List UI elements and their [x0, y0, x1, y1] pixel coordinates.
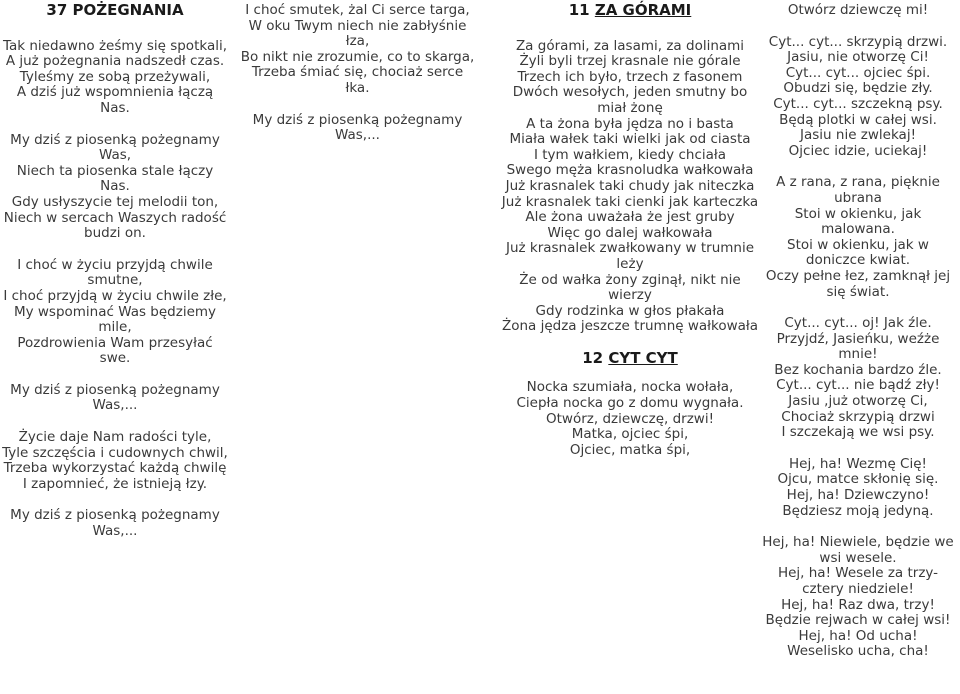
stanza	[0, 133, 230, 242]
lyric-line: Żyli byli trzej krasnale nie górale	[519, 53, 741, 70]
lyric-line: My dziś z piosenką pożegnamy Was,...	[10, 507, 220, 540]
lyric-line: Niech ta piosenka stale łączy Nas.	[16, 162, 214, 195]
lyric-line: Hej, ha! Dziewczyno!	[786, 487, 930, 504]
stanza	[0, 430, 230, 492]
lyric-line: Gdy usłyszycie tej melodii ton,	[11, 193, 219, 210]
lyric-line: Stoi w okienku, jak malowana.	[794, 205, 922, 238]
song-name: ZA GÓRAMI	[594, 1, 692, 19]
lyric-line: Nocka szumiała, nocka wołała,	[526, 379, 734, 396]
lyric-line: I choć przyjdą w życiu chwile złe,	[3, 287, 227, 304]
lyric-line: Swego męża krasnoludka wałkowała	[506, 162, 754, 179]
lyric-line: Otwórz, dziewczę, drzwi!	[546, 410, 714, 427]
lyric-line: Otwórz dziewczę mi!	[787, 2, 929, 18]
lyric-line: A z rana, z rana, pięknie ubrana	[776, 174, 940, 206]
column-3	[500, 3, 760, 474]
lyric-line: Obudzi się, będzie zły.	[783, 80, 933, 97]
lyric-line: Miała wałek taki wielki jak od ciasta	[509, 131, 751, 148]
lyric-line: Dwóch wesołych, jeden smutny bo miał żonę	[512, 84, 748, 116]
lyric-line: Trzeba wykorzystać każdą chwilę	[3, 460, 227, 477]
lyric-line: Stoi w okienku, jak w doniczce kwiat.	[787, 236, 929, 269]
lyric-line: Matka, ojciec śpi,	[571, 426, 689, 443]
lyric-line: Już krasnalek taki cienki jak karteczka	[501, 193, 759, 210]
stanza	[500, 380, 760, 458]
lyric-line: A dziś już wspomnienia łączą Nas.	[16, 84, 214, 116]
lyric-line: Bez kochania bardzo źle.	[774, 361, 942, 378]
lyric-line: Cyt... cyt... ojciec śpi.	[785, 64, 931, 81]
stanza	[758, 35, 958, 160]
song-number: 12	[582, 348, 604, 367]
stanza	[758, 457, 958, 519]
lyric-line: Cyt... cyt... szczekną psy.	[773, 95, 943, 112]
lyric-line: Gdy rodzinka w głos płakała	[535, 302, 725, 319]
lyric-line: Cyt... cyt... oj! Jak źle.	[784, 315, 932, 332]
stanza	[0, 508, 230, 539]
song-stanzas	[758, 3, 958, 660]
lyric-line: My wspominać Was będziemy mile,	[13, 303, 217, 336]
lyric-line: Będzie rejwach w całej wsi!	[765, 612, 951, 629]
lyric-line: Oczy pełne łez, zamknął jej się świat.	[765, 267, 951, 300]
lyric-line: I choć w życiu przyjdą chwile smutne,	[17, 256, 213, 289]
lyric-line: Jasiu, nie otworzę Ci!	[787, 49, 929, 66]
lyric-line: W oku Twym niech nie zabłyśnie łza,	[248, 17, 467, 50]
column-1	[0, 3, 230, 556]
lyric-line: Trzech ich było, trzech z fasonem	[517, 68, 743, 85]
lyric-line: Życie daje Nam radości tyle,	[18, 429, 212, 446]
lyric-line: Hej, ha! Wesele za trzy-cztery niedziele!	[777, 565, 939, 597]
lyric-line: Weselisko ucha, cha!	[787, 643, 929, 660]
lyric-line: Trzeba śmiać się, chociaż serce łka.	[251, 64, 464, 96]
song-number: 37	[46, 1, 68, 19]
lyric-line: Niech w sercach Waszych radość budzi on.	[3, 209, 227, 242]
lyric-line: Ale żona uważała że jest gruby	[525, 209, 735, 226]
lyric-line: Ciepła nocka go z domu wygnała.	[516, 395, 744, 412]
lyric-line: Będziesz moją jedyną.	[782, 502, 934, 519]
lyric-line: I tym wałkiem, kiedy chciała	[533, 146, 726, 163]
stanza	[0, 258, 230, 367]
lyric-line: Hej, ha! Od ucha!	[798, 627, 918, 644]
lyric-line: Będą plotki w całej wsi.	[779, 111, 937, 128]
stanza	[240, 3, 475, 97]
lyric-line: Tyleśmy ze sobą przeżywali,	[19, 68, 211, 85]
lyric-line: I choć smutek, żal Ci serce targa,	[245, 2, 470, 18]
lyric-line: I szczekają we wsi psy.	[781, 424, 935, 441]
song-title	[500, 348, 760, 367]
lyric-line: Ojciec idzie, uciekaj!	[788, 142, 928, 159]
lyric-line: I zapomnieć, że istnieją łzy.	[22, 475, 208, 492]
lyric-line: My dziś z piosenką pożegnamy Was,	[10, 131, 220, 164]
lyric-line: Jasiu ,już otworzę Ci,	[788, 393, 928, 410]
lyric-line: Tyle szczęścia i cudownych chwil,	[2, 444, 228, 461]
lyric-line: Ojciec, matka śpi,	[569, 441, 691, 458]
song-stanzas	[240, 3, 475, 144]
stanza	[758, 3, 958, 19]
song-title	[500, 3, 760, 19]
lyric-line: My dziś z piosenką pożegnamy Was,...	[252, 111, 463, 144]
lyric-line: Już krasnalek taki chudy jak niteczka	[505, 177, 755, 194]
stanza	[758, 175, 958, 300]
stanza	[0, 383, 230, 414]
lyric-line: Hej, ha! Niewiele, będzie we wsi wesele.	[762, 534, 954, 566]
lyric-line: Już krasnalek zwałkowany w trumnie leży	[505, 240, 755, 272]
stanza	[500, 39, 760, 335]
lyric-line: Żona jędza jeszcze trumnę wałkowała	[501, 318, 759, 335]
lyric-line: Pozdrowienia Wam przesyłać swe.	[17, 334, 213, 367]
lyric-line: Tak niedawno żeśmy się spotkali,	[2, 37, 228, 54]
lyric-line: Cyt... cyt... skrzypią drzwi.	[768, 33, 948, 50]
lyric-line: Ojcu, matce skłonię się.	[777, 471, 939, 488]
column-2	[240, 3, 475, 160]
stanza	[758, 535, 958, 660]
song-stanzas	[500, 380, 760, 458]
song-name: CYT CYT	[608, 348, 678, 367]
lyric-line: Za górami, za lasami, za dolinami	[515, 37, 745, 54]
lyric-line: Cyt... cyt... nie bądź zły!	[776, 377, 940, 394]
song-name: POŻEGNANIA	[72, 1, 184, 19]
lyric-line: A ta żona była jędza no i basta	[526, 115, 734, 132]
song-stanzas	[500, 39, 760, 335]
lyric-line: A już pożegnania nadszedł czas.	[5, 53, 225, 70]
lyric-line: Jasiu nie zwlekaj!	[800, 127, 916, 144]
song-stanzas	[0, 39, 230, 540]
lyric-line: Że od wałka żony zginął, nikt nie wierzy	[519, 271, 741, 304]
lyric-line: Więc go dalej wałkowała	[547, 224, 713, 241]
lyric-line: My dziś z piosenką pożegnamy Was,...	[10, 381, 220, 414]
lyric-line: Hej, ha! Raz dwa, trzy!	[781, 596, 935, 613]
lyric-line: Hej, ha! Wezmę Cię!	[789, 455, 927, 472]
stanza	[240, 113, 475, 144]
stanza	[758, 316, 958, 441]
lyric-line: Przyjdź, Jasieńku, weźże mnie!	[776, 330, 940, 363]
column-4	[758, 3, 958, 676]
lyric-line: Chociaż skrzypią drzwi	[781, 408, 935, 425]
song-number: 11	[568, 1, 590, 19]
song-title	[0, 3, 230, 19]
lyric-line: Bo nikt nie zrozumie, co to skarga,	[240, 48, 475, 65]
stanza	[0, 39, 230, 117]
